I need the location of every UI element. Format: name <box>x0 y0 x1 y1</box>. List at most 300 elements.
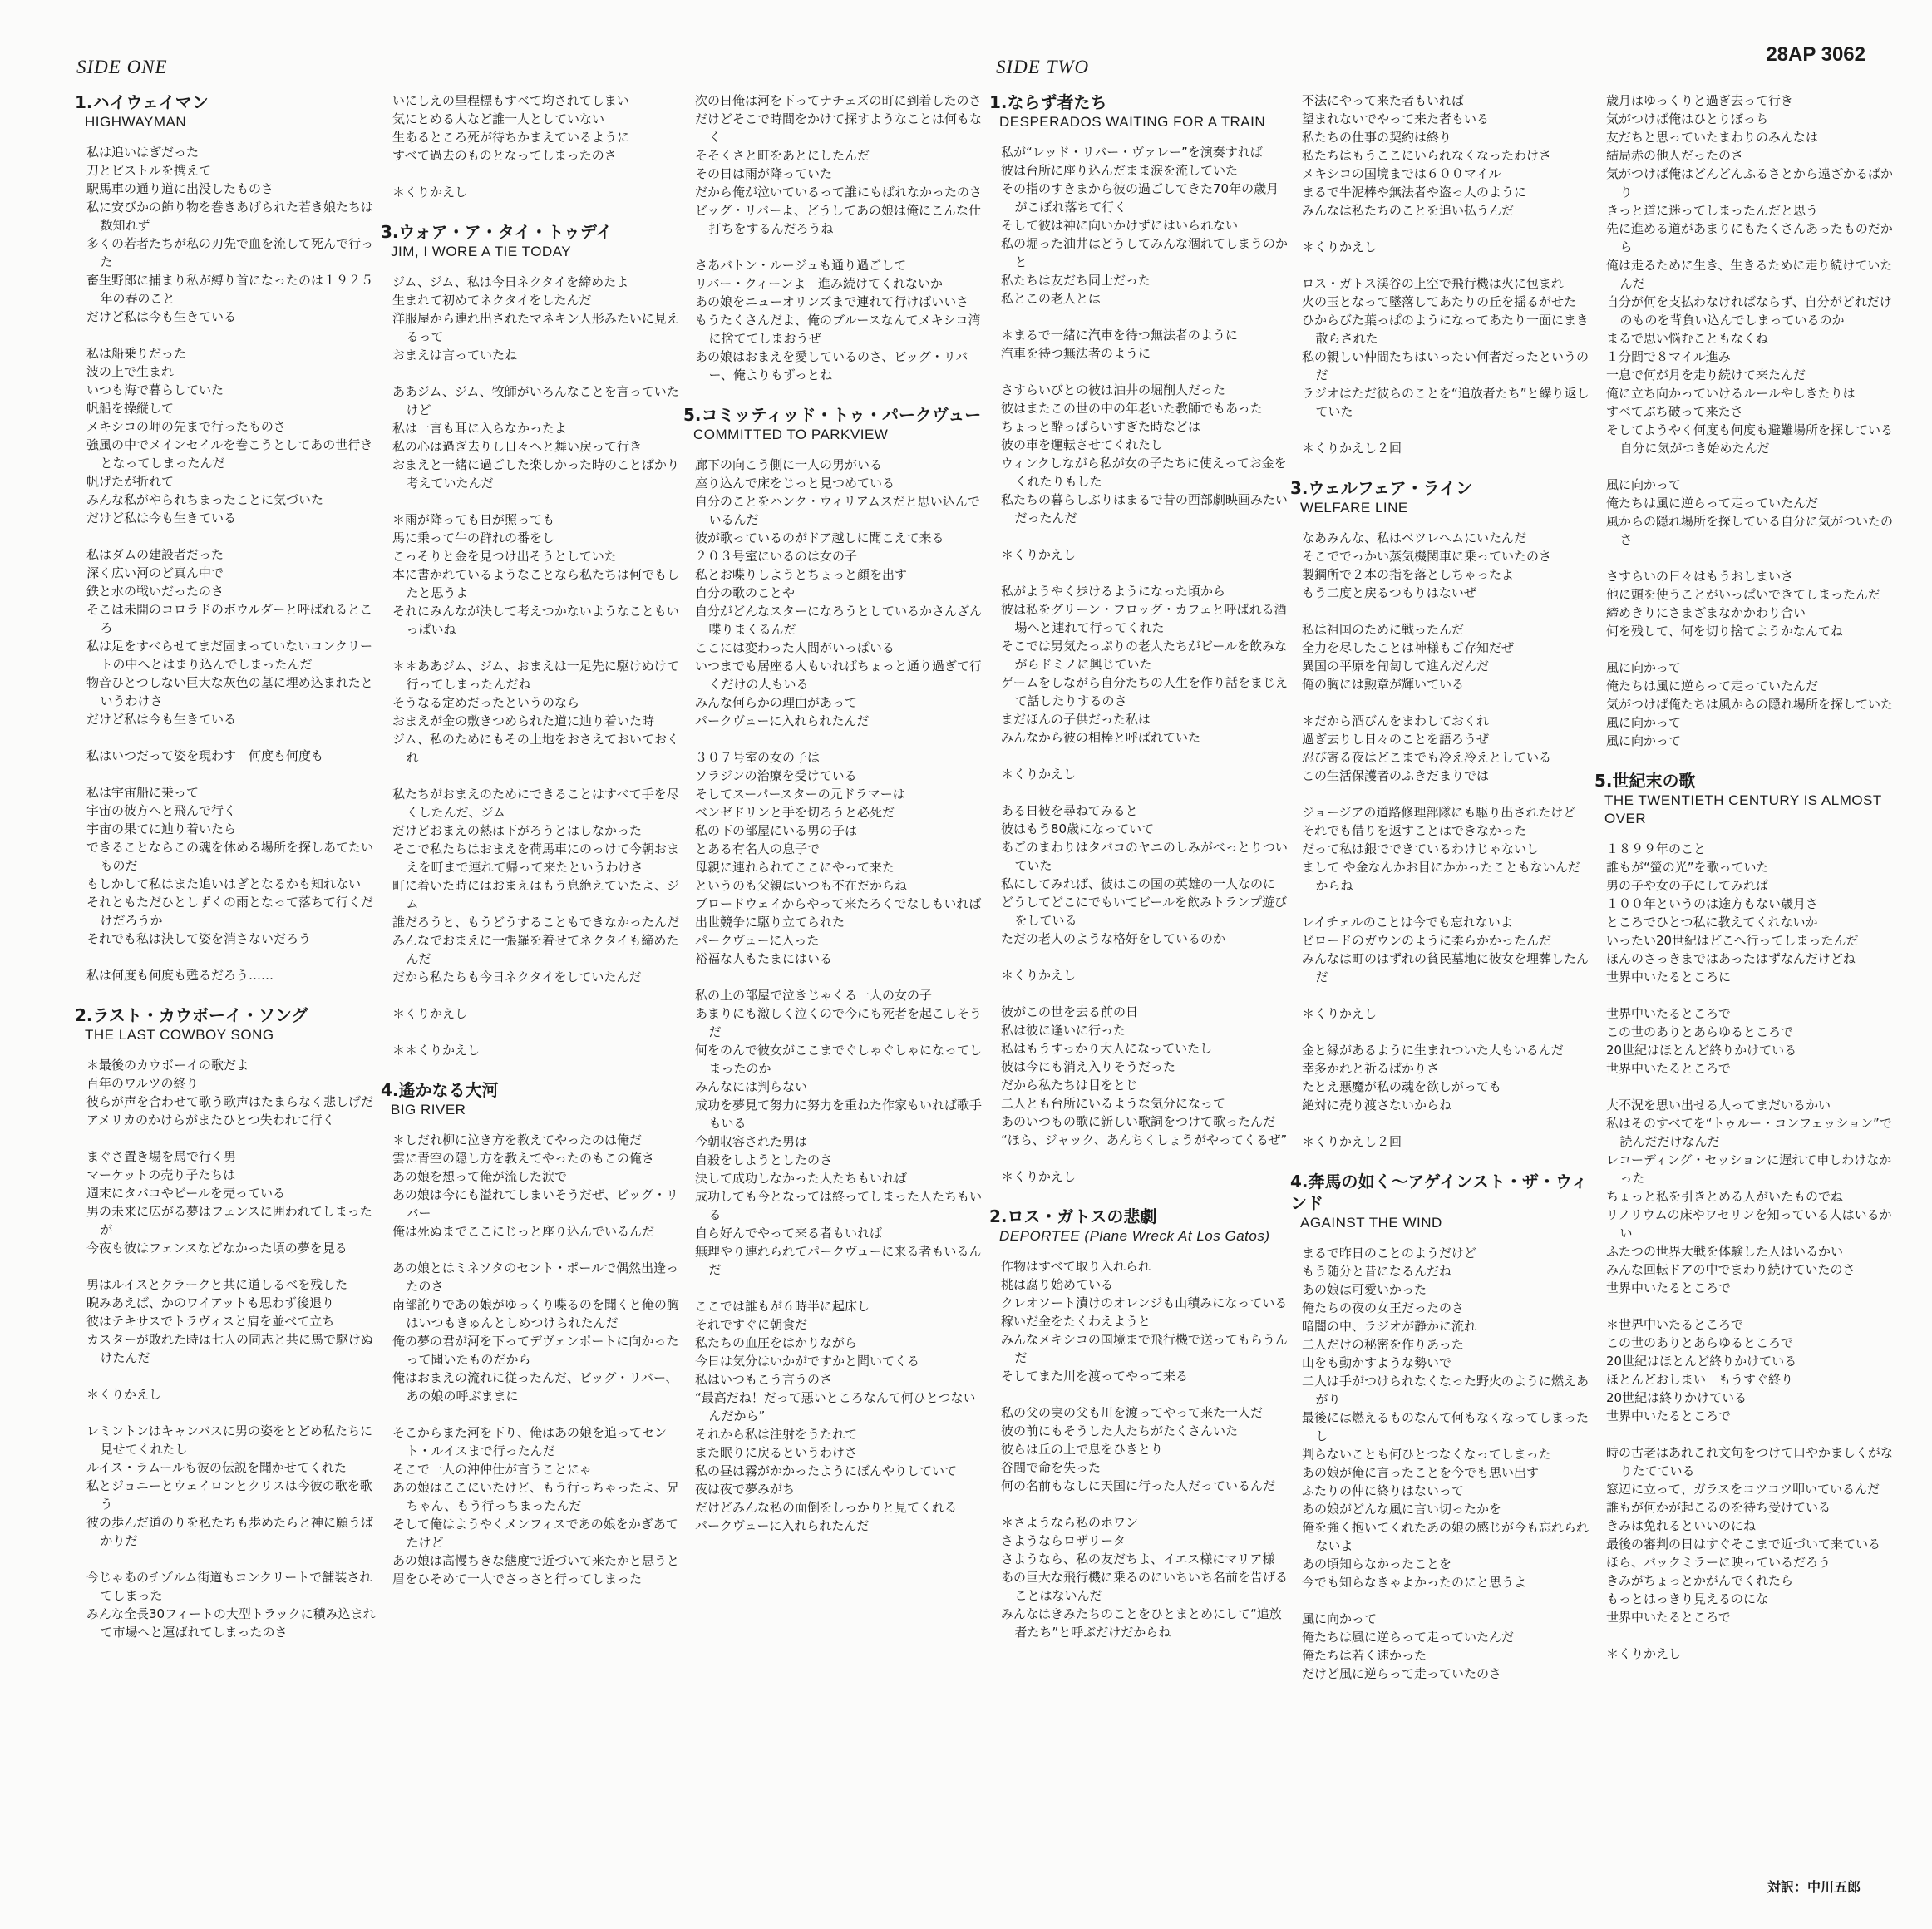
lyric-line: おまえが金の敷きつめられた道に辿り着いた時 <box>392 713 655 728</box>
lyric-line: あの娘は今にも溢れてしまいそうだぜ、ビッグ・リバー <box>392 1187 678 1221</box>
lyric-line: 男はルイスとクラークと共に道しるべを残した <box>86 1277 348 1292</box>
lyric-line: さあバトン・ルージュも通り過ごして <box>695 258 907 273</box>
stanza-break <box>1601 986 1896 1004</box>
song-english-title: BIG RIVER <box>391 1102 466 1117</box>
lyric-line: 誰もが“螢の光”を歌っていた <box>1606 860 1769 875</box>
song-english-title: THE TWENTIETH CENTURY IS ALMOST OVER <box>1604 792 1882 826</box>
lyric-line: 本に書かれているようなことなら私たちは何でもしたと思うよ <box>392 567 680 600</box>
lyric-line: 20世紀はほとんど終りかけている <box>1606 1354 1797 1369</box>
stanza-break <box>387 1023 683 1041</box>
lyric-line: 彼はもう80歳になっていて <box>1001 821 1155 836</box>
lyric-line: 成功しても今となっては終ってしまった人たちもいる <box>695 1189 983 1222</box>
lyric-line: 彼らは丘の上で息をひきとり <box>1001 1442 1164 1457</box>
lyric-line: あの娘が俺に言ったことを今でも思い出す <box>1302 1465 1540 1480</box>
lyric-line: パークヴューに入れられたんだ <box>695 1518 870 1533</box>
stanza-break <box>387 767 683 785</box>
lyric-line: きっと道に迷ってしまったんだと思う <box>1606 203 1819 218</box>
lyric-line: もうたくさんだよ、俺のブルースなんてメキシコ湾に捨ててしまおうぜ <box>695 313 981 346</box>
lyric-line: 私がようやく歩けるようになった頃から <box>1001 584 1226 599</box>
lyric-line: 睨みあえば、かのワイアットも思わず後退り <box>86 1295 335 1310</box>
lyric-line: 男の未来に広がる夢はフェンスに囲われてしまったが <box>86 1204 372 1237</box>
lyric-line: 私に安びかの飾り物を巻きあげられた若き娘たちは数知れず <box>86 200 374 233</box>
lyric-line: あごのまわりはタバコのヤニのしみがべっとりついていた <box>1001 840 1288 873</box>
lyric-line: あの娘はおまえを愛しているのさ、ビッグ・リバー、俺よりもずっとね <box>695 349 968 382</box>
lyric-line: 生まれて初めてネクタイをしたんだ <box>392 293 592 308</box>
lyric-line: 俺の胸には勲章が輝いている <box>1302 677 1465 692</box>
lyric-line: 俺たちは風に逆らって走っていたんだ <box>1606 678 1819 693</box>
lyric-line: 20世紀はほとんど終りかけている <box>1606 1043 1797 1058</box>
lyric-line: いったい20世紀はどこへ行ってしまったんだ <box>1606 933 1859 948</box>
song-block <box>1297 91 1592 457</box>
lyric-line: あの娘は高慢ちきな態度で近づいて来たかと思うと <box>392 1553 680 1568</box>
lyric-line: １分間で８マイル進み <box>1606 349 1731 364</box>
lyric-line: だから俺が泣いているって誰にもばれなかったのさ <box>695 185 983 200</box>
lyric-line: そこからまた河を下り、俺はあの娘を追ってセント・ルイスまで行ったんだ <box>392 1425 668 1458</box>
translator-credit: 対訳：中川五郎 <box>1767 1879 1861 1895</box>
lyric-line: ちょっと酔っぱらいすぎた時などは <box>1001 419 1201 434</box>
lyric-line: 彼らが声を合わせて歌う歌声はたまらなく悲しげだ <box>86 1094 374 1109</box>
lyric-line: そこでは男気たっぷりの老人たちがビールを飲みながらドミノに興じていた <box>1001 639 1288 672</box>
lyric-line: まだほんの子供だった私は <box>1001 712 1151 727</box>
song-block <box>690 91 985 384</box>
stanza-break <box>1297 895 1592 913</box>
stanza-break <box>81 765 377 783</box>
lyric-line: だけど私は今も生きている <box>86 309 237 324</box>
song-block <box>387 91 683 201</box>
lyric-line: 誰だろうと、もうどうすることもできなかったんだ <box>392 915 680 930</box>
stanza-break <box>1297 693 1592 712</box>
lyric-line: まして や金なんかお目にかかったこともないんだからね <box>1302 860 1580 893</box>
stanza-break <box>1601 1297 1896 1315</box>
lyric-line: ほとんどおしまい もうすぐ終り <box>1606 1372 1794 1387</box>
lyric-line: 俺は死ぬまでここにじっと座り込んでいるんだ <box>392 1224 655 1239</box>
lyric-line: 生あるところ死が待ちかまえているように <box>392 130 630 145</box>
lyric-line: ＊しだれ柳に泣き方を教えてやったのは俺だ <box>392 1132 643 1147</box>
lyric-line: パークヴューに入れられたんだ <box>695 713 870 728</box>
lyric-line: 物音ひとつしない巨大な灰色の墓に埋め込まれたというわけさ <box>86 675 373 708</box>
lyrics-column-4 <box>989 91 1291 1661</box>
lyric-line: 暗闇の中、ラジオが静かに流れ <box>1302 1319 1477 1334</box>
lyric-line: 私の親しい仲間たちはいったい何者だったというのだ <box>1302 349 1589 382</box>
stanza-break <box>996 1385 1291 1404</box>
lyric-line: レイチェルのことは今でも忘れないよ <box>1302 915 1513 930</box>
lyric-line: さようならロザリータ <box>1001 1533 1126 1548</box>
lyric-line: １００年というのは途方もない歳月さ <box>1606 896 1819 911</box>
catalog-number: 28AP 3062 <box>1766 43 1865 66</box>
song-title: 5.コミッティッド・トゥ・パークヴュー <box>683 405 982 425</box>
stanza-break <box>387 165 683 183</box>
lyric-line: 私はダムの建設者だった <box>86 547 224 562</box>
lyric-line: 帆げたが折れて <box>86 474 175 489</box>
lyric-line: 俺たちは風に逆らって走っていたんだ <box>1606 496 1819 511</box>
stanza-break <box>1601 457 1896 476</box>
lyric-line: 私は宇宙船に乗って <box>86 785 200 800</box>
lyric-line: 男の子や女の子にしてみれば <box>1606 878 1769 893</box>
lyric-line: この生活保護者のふきだまりでは <box>1302 768 1490 783</box>
lyric-line: パークヴューに入った <box>695 933 820 948</box>
lyric-line: みんなから彼の相棒と呼ばれていた <box>1001 730 1201 745</box>
lyric-line: 波の上で生まれ <box>86 364 175 379</box>
lyric-line: だけどおまえの熱は下がろうとはしなかった <box>392 823 643 838</box>
stanza-break <box>81 1367 377 1385</box>
lyric-line: だけどみんな私の面倒をしっかりと見てくれる <box>695 1500 958 1515</box>
lyric-line: それから私は注射をうたれて <box>695 1427 858 1442</box>
lyric-line: 私はそのすべてを“トゥルー・コンフェッション”で読んだだけなんだ <box>1606 1116 1892 1149</box>
lyric-line: そこで一人の沖仲仕が言うことにゃ <box>392 1462 592 1477</box>
lyric-line: 風からの隠れ場所を探している自分に気がついたのさ <box>1606 514 1894 547</box>
lyric-line: というのも父親はいつも不在だからね <box>695 878 908 893</box>
song-english-title: THE LAST COWBOY SONG <box>85 1027 274 1043</box>
lyric-line: きみがちょっとかがんでくれたら <box>1606 1573 1794 1588</box>
lyric-line: 自殺をしようとしたのさ <box>695 1152 833 1167</box>
lyric-line: 俺たちの夜の女王だったのさ <box>1302 1300 1465 1315</box>
lyric-line: その日は雨が降っていた <box>695 166 833 181</box>
lyric-line: 私の心は過ぎ去りし日々へと舞い戻って行き <box>392 439 643 454</box>
lyric-line: 週末にタバコやビールを売っている <box>86 1186 285 1201</box>
lyric-line: そこででっかい蒸気機関車に乗っていたのさ <box>1302 549 1552 564</box>
stanza-break <box>690 730 985 748</box>
lyric-line: 汽車を待つ無法者のように <box>1001 346 1151 361</box>
lyric-line: 駅馬車の通り道に出没したものさ <box>86 181 274 196</box>
stanza-break <box>1297 256 1592 274</box>
lyric-line: ただの老人のような格好をしているのか <box>1001 931 1226 946</box>
lyric-line: 馬に乗って牛の群れの番をし <box>392 530 555 545</box>
lyric-line: 自分のことをハンク・ウィリアムスだと思い込んでいるんだ <box>695 494 980 527</box>
lyric-line: あの娘はここにいたけど、もう行っちゃったよ、兄ちゃん、もう行っちまったんだ <box>392 1480 680 1513</box>
lyric-line: さすらいの日々はもうおしまいさ <box>1606 569 1794 584</box>
lyric-line: 出世競争に駆り立てられた <box>695 915 845 930</box>
lyric-line: さようなら、私の友だちよ、イエス様にマリア様 <box>1001 1552 1275 1566</box>
lyric-line: 裕福な人もたまにはいる <box>695 951 833 966</box>
lyric-line: 南部訛りであの娘がゆっくり喋るのを聞くと俺の胸はいつもきゅんとしめつけられたんだ <box>392 1297 679 1330</box>
stanza-break <box>1297 220 1592 238</box>
lyric-line: 風に向かって <box>1606 477 1682 492</box>
lyric-line: 稼いだ金をたくわえようと <box>1001 1314 1151 1329</box>
lyric-line: ＊くりかえし <box>1001 968 1077 983</box>
song-block <box>683 404 985 1535</box>
stanza-break <box>690 238 985 256</box>
lyric-line: だけど風に逆らって走っていたのさ <box>1302 1666 1502 1681</box>
lyric-line: そうなる定めだったというのなら <box>392 695 580 710</box>
lyric-line: 私とジョニーとウェイロンとクリスは今彼の歌を歌う <box>86 1478 372 1512</box>
lyric-line: 自ら好んでやって来る者もいれば <box>695 1226 883 1241</box>
lyric-line: その指のすきまから彼の過ごしてきた70年の歳月がこぼれ落ちて行く <box>1001 181 1279 215</box>
lyric-line: 幸多かれと祈るばかりさ <box>1302 1061 1440 1076</box>
lyric-line: 帆船を操縦して <box>86 401 175 416</box>
song-block <box>381 221 683 1059</box>
lyric-line: 私は足をすべらせてまだ固まっていないコンクリートの中へとはまり込んでしまったんだ <box>86 639 372 672</box>
lyric-line: ＊最後のカウボーイの歌だよ <box>86 1058 249 1073</box>
lyric-line: 火の玉となって墜落してあたりの丘を揺るがせた <box>1302 294 1577 309</box>
song-title: 2.ロス・ガトスの悲劇 <box>989 1206 1157 1226</box>
lyric-line: みんなは私たちのことを追い払うんだ <box>1302 203 1515 218</box>
lyric-line: １８９９年のこと <box>1606 841 1707 856</box>
lyric-line: みんなには判らない <box>695 1079 808 1094</box>
lyric-line: この世のありとあらゆるところで <box>1606 1335 1793 1350</box>
lyric-line: クレオソート漬けのオレンジも山積みになっている <box>1001 1295 1288 1310</box>
stanza-break <box>81 1257 377 1275</box>
lyric-line: 私とこの老人とは <box>1001 291 1102 306</box>
lyric-line: 谷間で命を失った <box>1001 1460 1102 1475</box>
lyric-line: ＊くりかえし <box>1606 1646 1682 1661</box>
lyric-line: すべてぶち破って来たさ <box>1606 404 1743 419</box>
song-block <box>989 1206 1291 1641</box>
lyric-line: 彼がこの世を去る前の日 <box>1001 1004 1139 1019</box>
lyric-line: みんなメキシコの国境まで飛行機で送ってもらうんだ <box>1001 1332 1288 1365</box>
lyric-line: 彼はテキサスでトラヴィスと肩を並べて立ち <box>86 1314 335 1329</box>
lyric-line: 二人は手がつけられなくなった野火のように燃えあがり <box>1302 1374 1589 1407</box>
lyric-line: 何を残して、何を切り捨てようかなんてね <box>1606 624 1843 639</box>
lyric-line: あの娘がどんな風に言い切ったかを <box>1302 1502 1502 1517</box>
lyric-line: 廊下の向こう側に一人の男がいる <box>695 457 883 472</box>
stanza-break <box>996 984 1291 1003</box>
stanza-break <box>387 1405 683 1423</box>
stanza-break <box>996 1149 1291 1167</box>
song-english-title: DEPORTEE (Plane Wreck At Los Gatos) <box>999 1228 1270 1244</box>
lyric-line: 20世紀は終りかけている <box>1606 1390 1747 1405</box>
lyric-line: 次の日俺は河を下ってナチェズの町に到着したのさ <box>695 93 982 108</box>
lyric-line: ほんのさっきまではあったはずなんだけどね <box>1606 951 1856 966</box>
lyrics-column-2 <box>381 91 683 1608</box>
lyric-line: きみは免れるといいのにね <box>1606 1518 1757 1533</box>
lyric-line: 私たちの暮らしぶりはまるで昔の西部劇映画みたいだったんだ <box>1001 492 1288 525</box>
lyric-line: 判らないことも何ひとつなくなってしまった <box>1302 1447 1551 1462</box>
song-title: 1.ハイウェイマン <box>75 92 209 112</box>
lyric-line: 彼の前にもそうした人たちがたくさんいた <box>1001 1423 1239 1438</box>
lyric-line: みんな何らかの理由があって <box>695 695 857 710</box>
lyric-line: みんなは町のはずれの貧民墓地に彼女を埋葬したんだ <box>1302 951 1589 984</box>
lyric-line: この世のありとあらゆるところで <box>1606 1024 1793 1039</box>
stanza-break <box>1297 1114 1592 1132</box>
lyric-line: ジョージアの道路修理部隊にも駆り出されたけど <box>1302 805 1576 820</box>
lyric-line: それですぐに朝食だ <box>695 1317 808 1332</box>
lyrics-column-5 <box>1290 91 1592 1703</box>
stanza-break <box>1297 1023 1592 1041</box>
lyric-line: とある有名人の息子で <box>695 841 821 856</box>
stanza-break <box>387 986 683 1004</box>
stanza-break <box>996 363 1291 381</box>
lyrics-column-1 <box>75 91 377 1661</box>
lyric-line: 結局赤の他人だったのさ <box>1606 148 1744 163</box>
song-block <box>1601 91 1896 750</box>
lyric-line: さすらいびとの彼は油井の堀削人だった <box>1001 382 1226 397</box>
lyric-line: そこで私たちはおまえを荷馬車にのっけて今朝おまえを町まで連れて帰って来たというわけさ <box>392 841 679 875</box>
lyric-line: ちょっと私を引きとめる人がいたものでね <box>1606 1189 1844 1204</box>
lyric-line: アメリカのかけらがまたひとつ失われて行く <box>86 1113 335 1127</box>
lyric-line: レミントンはキャンバスに男の姿をとどめ私たちに見せてくれたし <box>86 1423 372 1457</box>
lyric-line: みんな全長30フィートの大型トラックに積み込まれて市場へと運ばれてしまったのさ <box>86 1606 376 1640</box>
lyric-line: だから私たちも今日ネクタイをしていたんだ <box>392 969 642 984</box>
lyric-line: 私とお喋りしようとちょっと顔を出す <box>695 567 908 582</box>
lyric-line: 私たちがおまえのためにできることはすべて手を尽くしたんだ、ジム <box>392 787 679 820</box>
lyric-line: ベンゼドリンと手を切ろうと必死だ <box>695 805 895 820</box>
lyric-line: 彼の車を運転させてくれたし <box>1001 437 1164 452</box>
lyric-line: 何をのんで彼女がここまでぐしゃぐしゃになってしまったのか <box>695 1043 983 1076</box>
stanza-break <box>81 728 377 747</box>
lyric-line: いにしえの里程標もすべて均されてしまい <box>392 93 629 108</box>
lyric-line: 絶対に売り渡さないからね <box>1302 1098 1452 1113</box>
lyric-line: 二人とも台所にいるような気分になって <box>1001 1096 1226 1111</box>
lyric-line: 窓辺に立って、ガラスをコツコツ叩いているんだ <box>1606 1482 1880 1497</box>
lyric-line: 最後には燃えるものなんて何もなくなってしまったし <box>1302 1410 1589 1443</box>
lyric-line: 金と縁があるように生まれついた人もいるんだ <box>1302 1043 1564 1058</box>
lyric-line: 今日は気分はいかがですかと聞いてくる <box>695 1354 920 1369</box>
lyric-line: 私は何度も何度も甦るだろう…… <box>86 968 274 983</box>
lyric-line: ＊くりかえし <box>1001 547 1077 562</box>
lyric-line: 彼が歌っているのがドア越しに聞こえて来る <box>695 530 944 545</box>
lyric-line: たとえ悪魔が私の魂を欲しがっても <box>1302 1079 1502 1094</box>
song-block <box>989 91 1291 1186</box>
lyric-line: ロス・ガトス渓谷の上空で飛行機は火に包まれ <box>1302 276 1564 291</box>
lyric-line: ＊さようなら私のホワン <box>1001 1515 1139 1530</box>
lyric-line: 大不況を思い出せる人ってまだいるかい <box>1606 1098 1831 1113</box>
lyric-line: 自分がどんなスターになろうとしているかさんざん喋りまくるんだ <box>695 604 983 637</box>
lyric-line: だけどそこで時間をかけて探すようなことは何もなく <box>695 111 983 145</box>
lyric-line: 俺たちは若く速かった <box>1302 1648 1427 1663</box>
song-block <box>1290 477 1592 1151</box>
lyric-line: あの巨大な飛行機に乗るのにいちいち名前を告げることはないんだ <box>1001 1570 1289 1603</box>
stanza-break <box>1297 602 1592 620</box>
lyric-line: 製鋼所で２本の指を落としちゃったよ <box>1302 567 1515 582</box>
song-title: 5.世紀末の歌 <box>1594 771 1696 791</box>
lyric-line: 私の上の部屋で泣きじゃくる一人の女の子 <box>695 988 933 1003</box>
stanza-break <box>1601 1425 1896 1443</box>
lyric-line: あの娘をニューオリンズまで連れて行けばいいさ <box>695 294 969 309</box>
song-english-title: HIGHWAYMAN <box>85 114 187 130</box>
lyric-line: ここには変わった人間がいっぱいる <box>695 640 895 655</box>
lyric-line: それでも私は決して姿を消さないだろう <box>86 931 312 946</box>
lyric-line: 町に着いた時にはおまえはもう息絶えていたよ、ジム <box>392 878 680 911</box>
lyric-line: ブロードウェイからやって来たろくでなしもいれば <box>695 896 982 911</box>
stanza-break <box>387 639 683 657</box>
stanza-break <box>996 527 1291 545</box>
lyric-line: こっそりと金を見つけ出そうとしていた <box>392 549 617 564</box>
lyric-line: 風に向かって <box>1606 733 1682 748</box>
lyric-line: 異国の平原を匍匐して進んだんだ <box>1302 659 1490 673</box>
stanza-break <box>1297 986 1592 1004</box>
lyric-line: 最後の審判の日はすぐそこまで近づいて来ている <box>1606 1537 1881 1552</box>
song-block <box>75 1004 377 1641</box>
song-english-title: WELFARE LINE <box>1300 500 1408 516</box>
lyrics-column-3 <box>683 91 985 1555</box>
lyric-line: 俺に立ち向かっていけるルールやしきたりは <box>1606 386 1856 401</box>
lyric-line: あのいつもの歌に新しい歌詞をつけて歌ったんだ <box>1001 1114 1276 1129</box>
lyric-line: 締めきりにさまざまなかかわり合い <box>1606 605 1806 620</box>
lyric-line: いつまでも居座る人もいればちょっと通り過ぎて行くだけの人もいる <box>695 659 983 692</box>
lyric-line: 母親に連れられてここにやって来た <box>695 860 895 875</box>
stanza-break <box>1297 785 1592 803</box>
lyric-line: ゲームをしながら自分たちの人生を作り話をまじえて話したりするのさ <box>1001 675 1289 708</box>
lyric-line: メキシコの岬の先まで行ったものさ <box>86 419 286 434</box>
lyric-line: ジム、ジム、私は今日ネクタイを締めたよ <box>392 274 629 289</box>
lyric-line: 気がつけば俺はどんどんふるさとから遠ざかるばかり <box>1606 166 1894 200</box>
stanza-break <box>690 968 985 986</box>
lyric-line: まるで思い悩むこともなくね <box>1606 331 1768 346</box>
stanza-break <box>81 326 377 344</box>
lyric-line: 誰もが何かが起こるのを待ち受けている <box>1606 1500 1831 1515</box>
lyric-line: 不法にやって来た者もいれば <box>1302 93 1465 108</box>
lyric-line: そしてようやく何度も何度も避難場所を探している自分に気がつき始めたんだ <box>1606 422 1894 456</box>
stanza-break <box>81 948 377 966</box>
lyric-line: 今じゃあのチゾルム街道もコンクリートで舗装されてしまった <box>86 1570 372 1603</box>
lyric-line: メキシコの国境までは６００マイル <box>1302 166 1501 181</box>
stanza-break <box>81 1550 377 1568</box>
lyric-line: ラジオはただ彼らのことを“追放者たち”と繰り返していた <box>1302 386 1589 419</box>
lyric-line: どうしてどこにでもいてビールを飲みトランプ遊びをしている <box>1001 895 1288 928</box>
lyric-line: みんなでおまえに一張羅を着せてネクタイも締めたんだ <box>392 933 679 966</box>
lyric-line: 山をも動かすような勢いで <box>1302 1355 1452 1370</box>
stanza-break <box>690 1279 985 1297</box>
song-title: 4.遙かなる大河 <box>381 1080 499 1100</box>
song-block <box>1290 1171 1592 1683</box>
lyric-line: 私は祖国のために戦ったんだ <box>1302 622 1465 637</box>
lyric-line: リバー・クィーンよ 進み続けてくれないか <box>695 276 944 291</box>
lyric-line: もっとはっきり見えるのにな <box>1606 1591 1769 1606</box>
lyric-line: 刀とピストルを携えて <box>86 163 212 178</box>
lyric-line: ＊くりかえし２回 <box>1302 441 1402 456</box>
lyric-line: ＊だから酒びんをまわしておくれ <box>1302 713 1490 728</box>
song-title: 3.ウェルフェア・ライン <box>1290 478 1473 498</box>
lyric-line: ウィンクしながら私が女の子たちに使えってお金をくれたりもした <box>1001 456 1287 489</box>
lyric-line: すべて過去のものとなってしまったのさ <box>392 148 617 163</box>
lyric-line: 畜生野郎に捕まり私が縛り首になったのは１９２５年の春のこと <box>86 273 374 306</box>
lyric-line: 私はいつもこう言うのさ <box>695 1372 833 1387</box>
song-title: 1.ならず者たち <box>989 92 1107 112</box>
lyric-line: それにみんなが決して考えつかないようなこともいっぱいね <box>392 604 679 637</box>
stanza-break <box>996 1495 1291 1513</box>
lyric-line: 世界中いたるところに <box>1606 969 1732 984</box>
lyric-line: ２０３号室にいるのは女の子 <box>695 549 858 564</box>
lyric-line: それでも借りを返すことはできなかった <box>1302 823 1527 838</box>
lyric-line: いつも海で暮らしていた <box>86 382 224 397</box>
lyric-line: ほら、バックミラーに映っているだろう <box>1606 1555 1831 1570</box>
lyric-line: そこは未開のコロラドのボウルダーと呼ばれるところ <box>86 602 372 635</box>
lyric-line: ビロードのガウンのように柔らかかったんだ <box>1302 933 1552 948</box>
lyric-line: 百年のワルツの終り <box>86 1076 199 1091</box>
lyric-line: 気がつけば俺はひとりぼっち <box>1606 111 1769 126</box>
lyric-line: 私たちはもうここにいられなくなったわけさ <box>1302 148 1552 163</box>
lyric-line: 今夜も彼はフェンスなどなかった頃の夢を見る <box>86 1241 347 1256</box>
lyric-line: 先に進める道があまりにもたくさんあったものだから <box>1606 221 1893 254</box>
lyric-line: あの娘は可愛いかった <box>1302 1282 1427 1297</box>
lyric-line: 夜は夜で夢みがち <box>695 1482 796 1497</box>
lyric-line: 私は船乗りだった <box>86 346 187 361</box>
lyric-line: もう二度と戻るつもりはないぜ <box>1302 585 1476 600</box>
lyric-line: 自分が何を支払わなければならず、自分がどれだけのものを背負い込んでしまっているのか <box>1606 294 1892 328</box>
lyric-line: ３０７号室の女の子は <box>695 750 821 765</box>
lyric-line: 俺は走るために生き、生きるために走り続けていたんだ <box>1606 258 1893 291</box>
lyric-line: そして彼は神に向いかけずにはいられない <box>1001 218 1239 233</box>
lyric-line: あの娘とはミネソタのセント・ポールで偶然出逢ったのさ <box>392 1261 679 1294</box>
lyric-line: ＊くりかえし <box>1001 1169 1077 1184</box>
lyric-line: 無理やり連れられてパークヴューに来る者もいるんだ <box>695 1244 982 1277</box>
lyric-line: 今でも知らなきゃよかったのにと思うよ <box>1302 1575 1527 1590</box>
lyric-line: 俺たちは風に逆らって走っていたんだ <box>1302 1630 1515 1645</box>
lyric-line: できることならこの魂を休める場所を探しあてたいものだ <box>86 840 374 873</box>
lyric-line: 過ぎ去りし日々のことを語ろうぜ <box>1302 732 1490 747</box>
lyric-line: ＊くりかえし <box>1302 239 1378 254</box>
lyric-line: 忍び寄る夜はどこまでも冷え冷えとしている <box>1302 750 1552 765</box>
lyric-line: ああジム、ジム、牧師がいろんなことを言っていたけど <box>392 384 679 417</box>
stanza-break <box>387 364 683 382</box>
lyric-line: 私の堀った油井はどうしてみんな涸れてしまうのかと <box>1001 236 1289 269</box>
lyric-line: あまりにも激しく泣くので今にも死者を起こしそうだ <box>695 1006 983 1039</box>
song-title: 3.ウォア・ア・タイ・トゥデイ <box>381 222 613 242</box>
song-english-title: DESPERADOS WAITING FOR A TRAIN <box>999 114 1266 130</box>
stanza-break <box>996 747 1291 765</box>
lyric-line: 私にしてみれば、彼はこの国の英雄の一人なのに <box>1001 876 1276 891</box>
lyric-line: 世界中いたるところで <box>1606 1061 1731 1076</box>
